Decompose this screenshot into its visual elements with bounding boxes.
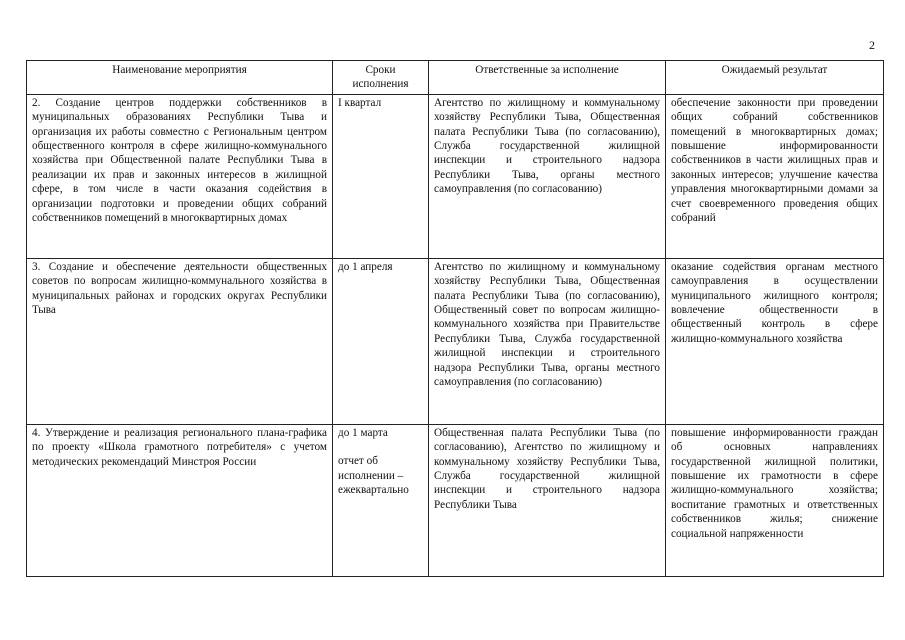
column-header-result: Ожидаемый результат <box>666 61 884 95</box>
activity-name-cell: 4. Утверждение и реализация регионального плана-графика по проекту «Школа грамотного потребителя» с учетом методических рекомендаций Минстроя России <box>27 424 333 576</box>
deadline-text: до 1 марта <box>338 426 388 439</box>
action-plan-table <box>26 60 884 577</box>
table-row <box>27 94 884 258</box>
result-cell: обеспечение законности при проведении общих собраний собственников помещений в многоквартирных домах; повышение информированности собственников в части жилищных прав и законных интересов; улучшение качества управления многоквартирными домами за счет своевременного проведения общих собраний <box>666 94 884 258</box>
table-row <box>27 424 884 576</box>
table-header-row <box>27 61 884 95</box>
deadline-cell <box>333 94 429 258</box>
deadline-cell <box>333 258 429 424</box>
result-cell: повышение информированности граждан об основных направлениях государственной жилищной политики, повышение их грамотности в сфере жилищно-коммунального хозяйства; воспитание грамотных и ответственных собственников жилья; снижение социальной напряженности <box>666 424 884 576</box>
activity-name-cell: 2. Создание центров поддержки собственников в муниципальных образованиях Республики Тыва и организация их работы совместно с Региональным центром общественного контроля в сфере жилищно-коммунального хозяйства при Общественной палате Республики Тыва в реализации их прав и законных интересов в жилищной сфере, в том числе в части оказания содействия в организации подготовки и проведении общих собраний собственников помещений в многоквартирных домах <box>27 94 333 258</box>
deadline-text: до 1 апреля <box>338 260 393 273</box>
responsible-cell: Агентство по жилищному и коммунальному хозяйству Республики Тыва, Общественная палата Республики Тыва (по согласованию), Общественный совет по вопросам жилищно-коммунального хозяйства при Правительстве Республики Тыва, Служба государственной жилищной инспекции и строительного надзора Республики Тыва, органы местного самоуправления (по согласованию) <box>429 258 666 424</box>
responsible-cell: Общественная палата Республики Тыва (по согласованию), Агентство по жилищному и коммунальному хозяйству Республики Тыва, Служба государственной жилищной инспекции и строительного надзора Республики Тыва <box>429 424 666 576</box>
responsible-cell: Агентство по жилищному и коммунальному хозяйству Республики Тыва, Общественная палата Республики Тыва (по согласованию), Служба государственной жилищной инспекции и строительного надзора Республики Тыва, органы местного самоуправления (по согласованию) <box>429 94 666 258</box>
deadline-report-text: отчет об исполнении – ежеквартально <box>338 455 409 497</box>
activity-name-cell: 3. Создание и обеспечение деятельности общественных советов по вопросам жилищно-коммунального хозяйства в муниципальных районах и городских округах Республики Тыва <box>27 258 333 424</box>
page-number: 2 <box>869 38 875 52</box>
column-header-deadline: Сроки исполнения <box>333 61 429 95</box>
table-row <box>27 258 884 424</box>
result-cell: оказание содействия органам местного самоуправления в осуществлении муниципального жилищного контроля; вовлечение общественности в общественный контроль в сфере жилищно-коммунального хозяйства <box>666 258 884 424</box>
column-header-name: Наименование мероприятия <box>27 61 333 95</box>
column-header-responsible: Ответственные за исполнение <box>429 61 666 95</box>
spacer <box>338 440 423 454</box>
deadline-cell <box>333 424 429 576</box>
deadline-text: I квартал <box>338 96 382 109</box>
